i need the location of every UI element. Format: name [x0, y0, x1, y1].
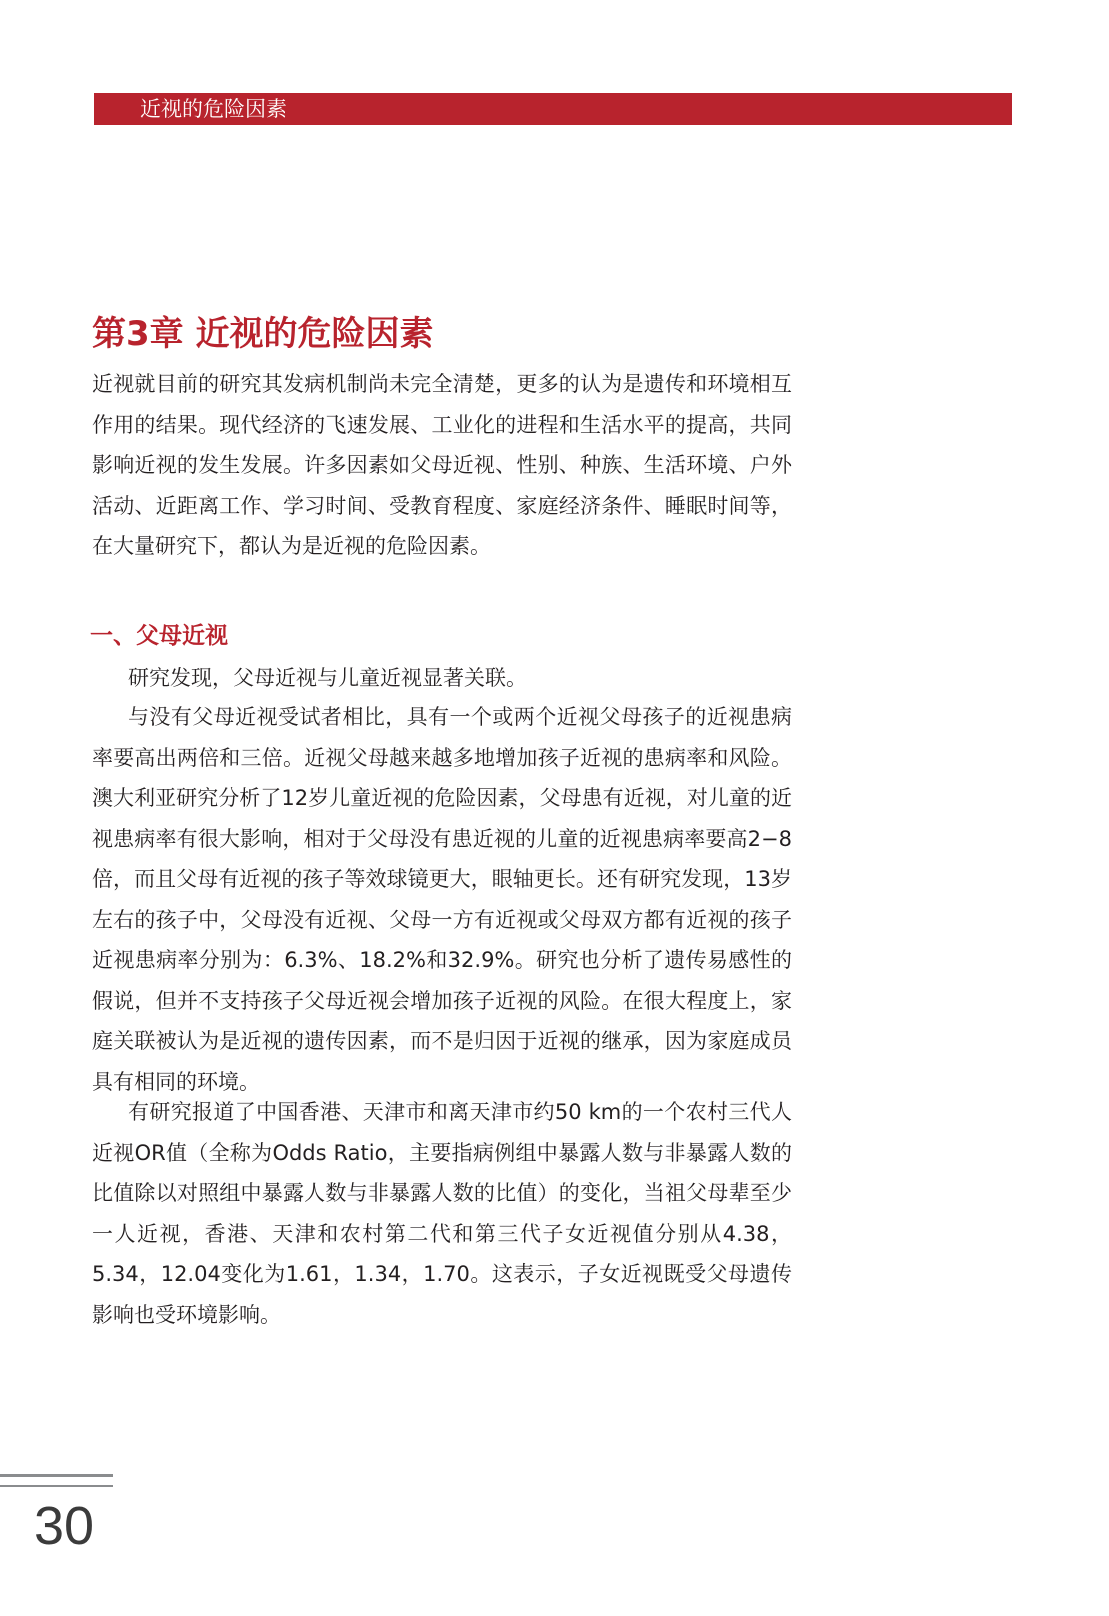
running-header-title: 近视的危险因素 — [140, 97, 287, 121]
section-paragraph-3: 有研究报道了中国香港、天津市和离天津市约50 km的一个农村三代人近视OR值（全称为Odds Ratio，主要指病例组中暴露人数与非暴露人数的比值除以对照组中暴露人数与非暴露人数的比值）的变化，当祖父母辈至少一人近视，香港、天津和农村第二代和第三代子女近视值分别从4.38，5.34，12.04变化为1.61，1.34，1.70。这表示，子女近视既受父母遗传影响也受环境影响。 — [92, 1100, 792, 1327]
page-number: 30 — [34, 1496, 95, 1556]
running-header-bar — [94, 93, 1012, 125]
chapter-intro-paragraph: 近视就目前的研究其发病机制尚未完全清楚，更多的认为是遗传和环境相互作用的结果。现代经济的飞速发展、工业化的进程和生活水平的提高，共同影响近视的发生发展。许多因素如父母近视、性别、种族、生活环境、户外活动、近距离工作、学习时间、受教育程度、家庭经济条件、睡眠时间等，在大量研究下，都认为是近视的危险因素。 — [92, 372, 792, 558]
footer-rule-bottom — [0, 1485, 113, 1487]
footer-rule-top — [0, 1474, 113, 1477]
chapter-title: 第3章 近视的危险因素 — [92, 314, 434, 354]
section-heading: 一、父母近视 — [90, 623, 228, 649]
section-paragraph-1: 研究发现，父母近视与儿童近视显著关联。 — [128, 666, 527, 690]
section-paragraph-2: 与没有父母近视受试者相比，具有一个或两个近视父母孩子的近视患病率要高出两倍和三倍。近视父母越来越多地增加孩子近视的患病率和风险。澳大利亚研究分析了12岁儿童近视的危险因素，父母患有近视，对儿童的近视患病率有很大影响，相对于父母没有患近视的儿童的近视患病率要高2−8倍，而且父母有近视的孩子等效球镜更大，眼轴更长。还有研究发现，13岁左右的孩子中，父母没有近视、父母一方有近视或父母双方都有近视的孩子近视患病率分别为：6.3%、18.2%和32.9%。研究也分析了遗传易感性的假说，但并不支持孩子父母近视会增加孩子近视的风险。在很大程度上，家庭关联被认为是近视的遗传因素，而不是归因于近视的继承，因为家庭成员具有相同的环境。 — [92, 705, 792, 1094]
